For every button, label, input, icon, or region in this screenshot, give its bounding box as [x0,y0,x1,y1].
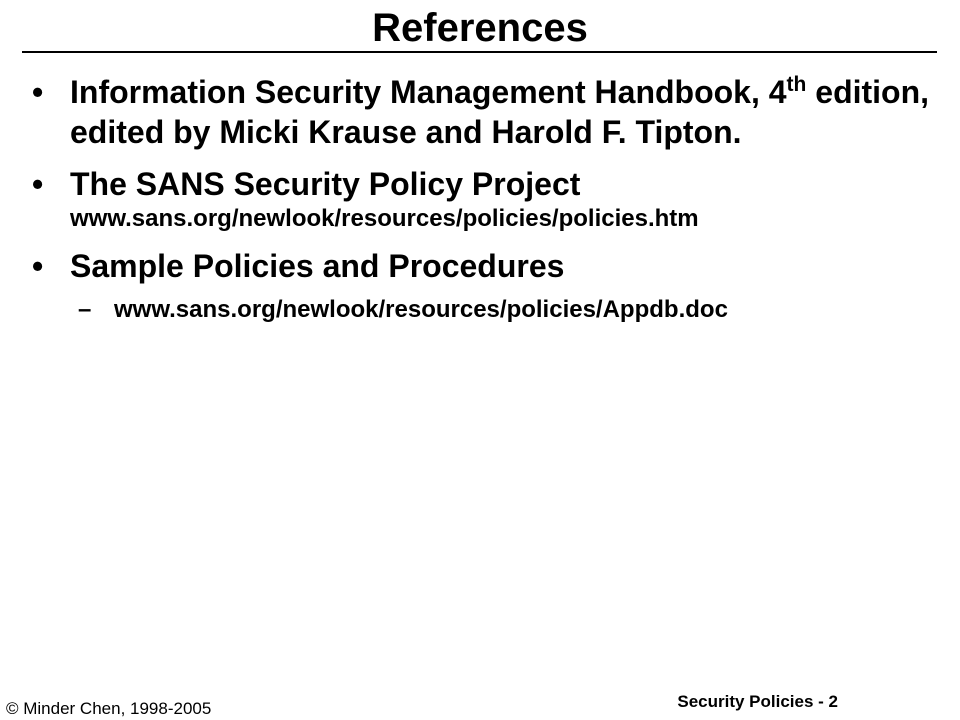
bullet-text: Information Security Management Handbook, 4 [70,74,787,110]
bullet-item [32,246,942,286]
bullet-item [32,72,942,152]
superscript: th [786,73,807,96]
copyright-footer: © Minder Chen, 1998-2005 [6,699,212,718]
title-divider [22,51,937,53]
page-label-footer: Security Policies - 2 [677,692,838,711]
bullet-text: The SANS Security Policy Project [70,166,581,202]
reference-url: www.sans.org/newlook/resources/policies/policies.htm [70,205,699,232]
bullet-dot-icon: • [32,248,44,284]
slide-title: References [372,6,588,50]
reference-url: www.sans.org/newlook/resources/policies/Appdb.doc [114,296,728,323]
bullet-item [32,164,942,234]
bullet-dot-icon: • [32,166,44,202]
bullet-list [32,72,942,326]
bullet-dot-icon: • [32,74,44,110]
bullet-text-continued: edition, edited by Micki Krause and Harold F. Tipton. [70,74,930,150]
sub-bullet-item [32,294,942,326]
bullet-text: Sample Policies and Procedures [70,248,565,284]
dash-icon: – [78,296,92,323]
